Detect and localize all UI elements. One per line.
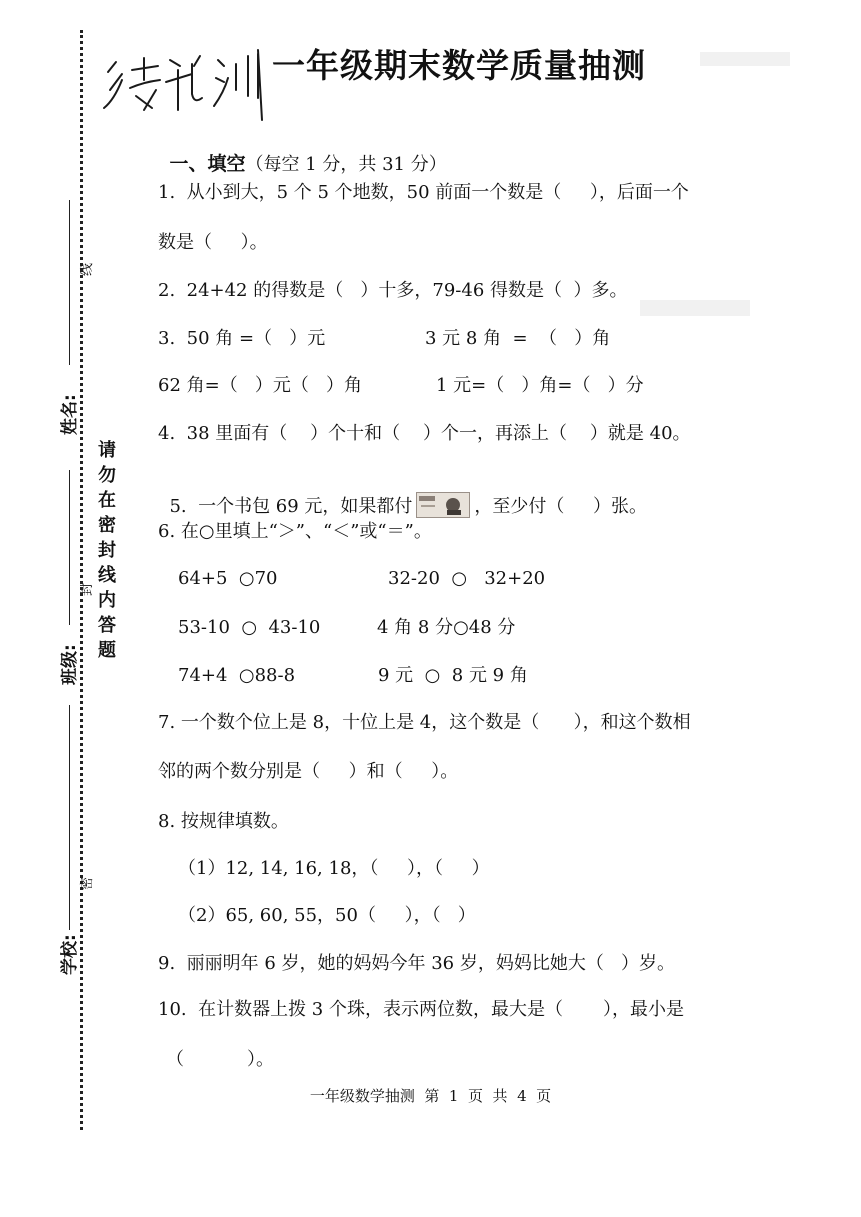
question-8: 8. 按规律填数。 bbox=[158, 811, 289, 832]
question-3-part-c: 62 角=（ ）元（ ）角 bbox=[158, 375, 363, 396]
question-6-row-3-right: 9 元 ○ 8 元 9 角 bbox=[378, 665, 528, 686]
section-1-scoring-note: （每空 1 分，共 31 分） bbox=[245, 154, 447, 175]
question-5-prefix: 5. 一个书包 69 元，如果都付 bbox=[169, 496, 413, 517]
question-8-part-1: （1）12, 14, 16, 18，（ ），（ ） bbox=[178, 858, 490, 879]
seal-mark-xian: 线 bbox=[80, 262, 96, 277]
name-blank-line bbox=[69, 200, 70, 365]
question-10-line-2: （ ）。 bbox=[166, 1049, 274, 1070]
binding-dotted-line bbox=[80, 30, 83, 1130]
seal-notice: 请勿在密封线内答题 bbox=[95, 440, 116, 665]
question-5-suffix: ，至少付（ ）张。 bbox=[474, 496, 648, 517]
bleed-through-mark bbox=[700, 52, 790, 66]
question-2: 2. 24+42 的得数是（ ）十多，79-46 得数是（ ）多。 bbox=[158, 280, 628, 301]
question-6-row-1-left: 64+5 ○70 bbox=[178, 568, 278, 589]
page-footer: 一年级数学抽测 第 1 页 共 4 页 bbox=[309, 1087, 552, 1105]
school-blank-line bbox=[69, 705, 70, 930]
question-6-row-3-left: 74+4 ○88-8 bbox=[178, 665, 296, 686]
page-title: 一年级期末数学质量抽测 bbox=[272, 46, 646, 85]
section-1-heading-row bbox=[158, 128, 447, 177]
question-8-part-2: （2）65, 60, 55，50（ ），（ ） bbox=[178, 905, 476, 926]
question-6-row-1-right: 32-20 ○ 32+20 bbox=[388, 568, 546, 589]
question-3-part-b: 3 元 8 角 = （ ）角 bbox=[425, 328, 611, 349]
question-6-row-2-right: 4 角 8 分○48 分 bbox=[377, 617, 516, 638]
question-4: 4. 38 里面有（ ）个十和（ ）个一，再添上（ ）就是 40。 bbox=[158, 423, 691, 444]
question-3-part-d: 1 元=（ ）角=（ ）分 bbox=[436, 375, 644, 396]
banknote-image bbox=[416, 492, 470, 518]
question-1-line-1: 1. 从小到大，5 个 5 个地数，50 前面一个数是（ ），后面一个 bbox=[158, 182, 689, 203]
seal-mark-feng: 封 bbox=[80, 582, 96, 597]
question-5 bbox=[158, 470, 647, 520]
seal-mark-mi: 密 bbox=[80, 876, 96, 891]
section-1-heading: 一、填空 bbox=[169, 153, 246, 175]
class-blank-line bbox=[69, 470, 70, 625]
question-1-line-2: 数是（ ）。 bbox=[158, 232, 268, 253]
handwritten-note bbox=[100, 30, 270, 140]
question-10-line-1: 10. 在计数器上拨 3 个珠，表示两位数，最大是（ ），最小是 bbox=[158, 999, 685, 1020]
question-3-part-a: 3. 50 角 =（ ）元 bbox=[158, 328, 326, 349]
class-label: 班级: bbox=[60, 644, 80, 685]
question-6-row-2-left: 53-10 ○ 43-10 bbox=[178, 617, 321, 638]
school-label: 学校: bbox=[60, 934, 80, 975]
question-7-line-2: 邻的两个数分别是（ ）和（ ）。 bbox=[158, 761, 459, 782]
question-9: 9. 丽丽明年 6 岁，她的妈妈今年 36 岁，妈妈比她大（ ）岁。 bbox=[158, 953, 676, 974]
bleed-through-mark bbox=[640, 300, 750, 316]
question-7-line-1: 7. 一个数个位上是 8，十位上是 4，这个数是（ ），和这个数相 bbox=[158, 712, 691, 733]
name-label: 姓名: bbox=[60, 394, 80, 435]
question-6: 6. 在○里填上“＞”、“＜”或“＝”。 bbox=[158, 521, 432, 542]
